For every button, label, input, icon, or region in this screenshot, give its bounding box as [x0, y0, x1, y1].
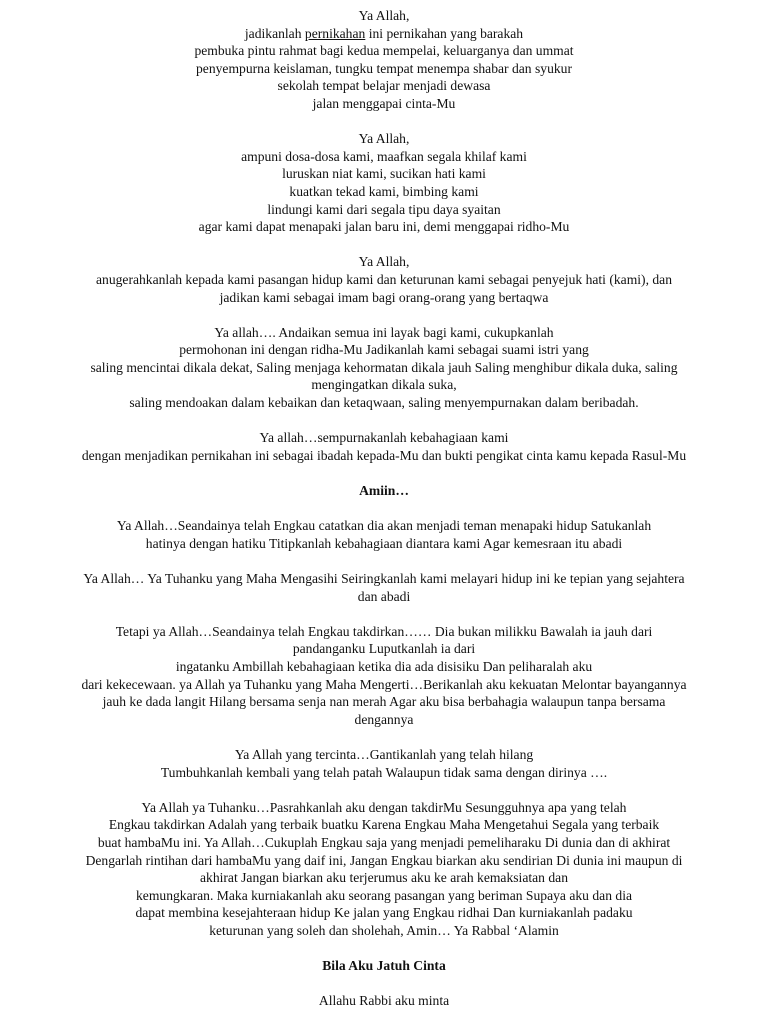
pernikahan-link[interactable]: pernikahan — [304, 25, 366, 41]
text-line: pandanganku Luputkanlah ia dari — [292, 641, 476, 657]
paragraph-6 — [14, 517, 754, 552]
text-line: jalan menggapai cinta-Mu — [312, 95, 456, 111]
text-line: Ya Allah ya Tuhanku…Pasrahkanlah aku dengan takdirMu Sesungguhnya apa yang telah — [141, 799, 627, 815]
text-line: kuatkan tekad kami, bimbing kami — [289, 183, 479, 199]
paragraph-8 — [14, 623, 754, 729]
text-line: ampuni dosa-dosa kami, maafkan segala khilaf kami — [241, 148, 527, 164]
text-line: Dengarlah rintihan dari hambaMu yang daif ini, Jangan Engkau biarkan aku sendirian Di dunia ini maupun di — [85, 852, 683, 868]
section-heading — [14, 957, 754, 975]
paragraph-3 — [14, 253, 754, 306]
text-line: dengan menjadikan pernikahan ini sebagai ibadah kepada-Mu dan bukti pengikat cinta kamu kepada Rasul-Mu — [81, 447, 687, 463]
text-line: Allahu Rabbi aku minta — [318, 993, 450, 1009]
text-line: dari kekecewaan. ya Allah ya Tuhanku yang Maha Mengerti…Berikanlah aku kekuatan Melontar bayangannya — [81, 676, 687, 692]
paragraph-4 — [14, 324, 754, 412]
text-line: hatinya dengan hatiku Titipkanlah kebahagiaan diantara kami Agar kemesraan itu abadi — [145, 535, 623, 551]
text-line: dan abadi — [357, 588, 411, 604]
text-line: ingatanku Ambillah kebahagiaan ketika dia ada disisiku Dan peliharalah aku — [175, 658, 593, 674]
text-line: jauh ke dada langit Hilang bersama senja nan merah Agar aku bisa berbahagia walaupun tanpa bersama — [102, 694, 666, 710]
text-line: Ya Allah, — [358, 131, 410, 147]
text-line: Ya allah…sempurnakanlah kebahagiaan kami — [259, 430, 509, 446]
text-line: mengingatkan dikala suka, — [311, 377, 457, 393]
text-line: Ya Allah, — [358, 254, 410, 270]
text-line: Tumbuhkanlah kembali yang telah patah Walaupun tidak sama dengan dirinya …. — [160, 764, 608, 780]
paragraph-10 — [14, 799, 754, 940]
paragraph-5 — [14, 429, 754, 464]
text-line: Engkau takdirkan Adalah yang terbaik buatku Karena Engkau Maha Mengetahui Segala yang terbaik — [108, 817, 660, 833]
text-line: pembuka pintu rahmat bagi kedua mempelai, keluarganya dan ummat — [194, 43, 574, 59]
text-line: dengannya — [354, 711, 414, 727]
paragraph-2 — [14, 130, 754, 236]
document-page — [14, 7, 754, 1027]
text-line: dapat membina kesejahteraan hidup Ke jalan yang Engkau ridhai Dan kurniakanlah padaku — [135, 905, 633, 921]
text-line: saling mencintai dikala dekat, Saling menjaga kehormatan dikala jauh Saling menghibur dikala duka, saling — [90, 359, 678, 375]
text-line: Ya Allah, — [358, 8, 410, 23]
text-line: anugerahkanlah kepada kami pasangan hidup kami dan keturunan kami sebagai penyejuk hati (kami), dan — [95, 271, 673, 287]
text-line: Amiin… — [359, 483, 409, 499]
text-line: luruskan niat kami, sucikan hati kami — [282, 166, 486, 182]
text-line: Ya allah…. Andaikan semua ini layak bagi kami, cukupkanlah — [214, 324, 554, 340]
text-line: akhirat Jangan biarkan aku terjerumus aku ke arah kemaksiatan dan — [199, 870, 568, 886]
text-line: sekolah tempat belajar menjadi dewasa — [277, 78, 491, 94]
text-line: Tetapi ya Allah…Seandainya telah Engkau takdirkan…… Dia bukan milikku Bawalah ia jauh dari — [115, 623, 653, 639]
text-line: penyempurna keislaman, tungku tempat menempa shabar dan syukur — [196, 60, 572, 76]
amiin-heading — [14, 482, 754, 500]
text-line: permohonan ini dengan ridha-Mu Jadikanlah kami sebagai suami istri yang — [179, 342, 589, 358]
paragraph-9 — [14, 746, 754, 781]
text-line: lindungi kami dari segala tipu daya syaitan — [267, 201, 501, 217]
text-line: kemungkaran. Maka kurniakanlah aku seorang pasangan yang beriman Supaya aku dan dia — [136, 887, 632, 903]
text-line: agar kami dapat menapaki jalan baru ini, demi menggapai ridho-Mu — [198, 219, 570, 235]
text-fragment: jadikanlah — [244, 25, 305, 41]
text-line: Ya Allah… Ya Tuhanku yang Maha Mengasihi Seiringkanlah kami melayari hidup ini ke tepian yang sejahtera — [83, 571, 685, 586]
text-line: saling mendoakan dalam kebaikan dan ketaqwaan, saling menyempurnakan dalam beribadah. — [129, 395, 639, 411]
paragraph-7 — [14, 570, 754, 605]
text-fragment: ini pernikahan yang barakah — [365, 25, 524, 41]
paragraph-11 — [14, 992, 754, 1010]
text-line: Bila Aku Jatuh Cinta — [322, 958, 446, 974]
text-line: Ya Allah…Seandainya telah Engkau catatkan dia akan menjadi teman menapaki hidup Satukanlah — [116, 518, 652, 534]
text-line: Ya Allah yang tercinta…Gantikanlah yang telah hilang — [234, 746, 534, 762]
paragraph-1 — [14, 7, 754, 113]
text-line: jadikan kami sebagai imam bagi orang-orang yang bertaqwa — [219, 289, 549, 305]
text-line — [14, 25, 754, 43]
text-line: keturunan yang soleh dan sholehah, Amin… Ya Rabbal ‘Alamin — [209, 922, 559, 938]
text-line: buat hambaMu ini. Ya Allah…Cukuplah Engkau saja yang menjadi pemeliharaku Di dunia dan di akhirat — [97, 834, 671, 850]
